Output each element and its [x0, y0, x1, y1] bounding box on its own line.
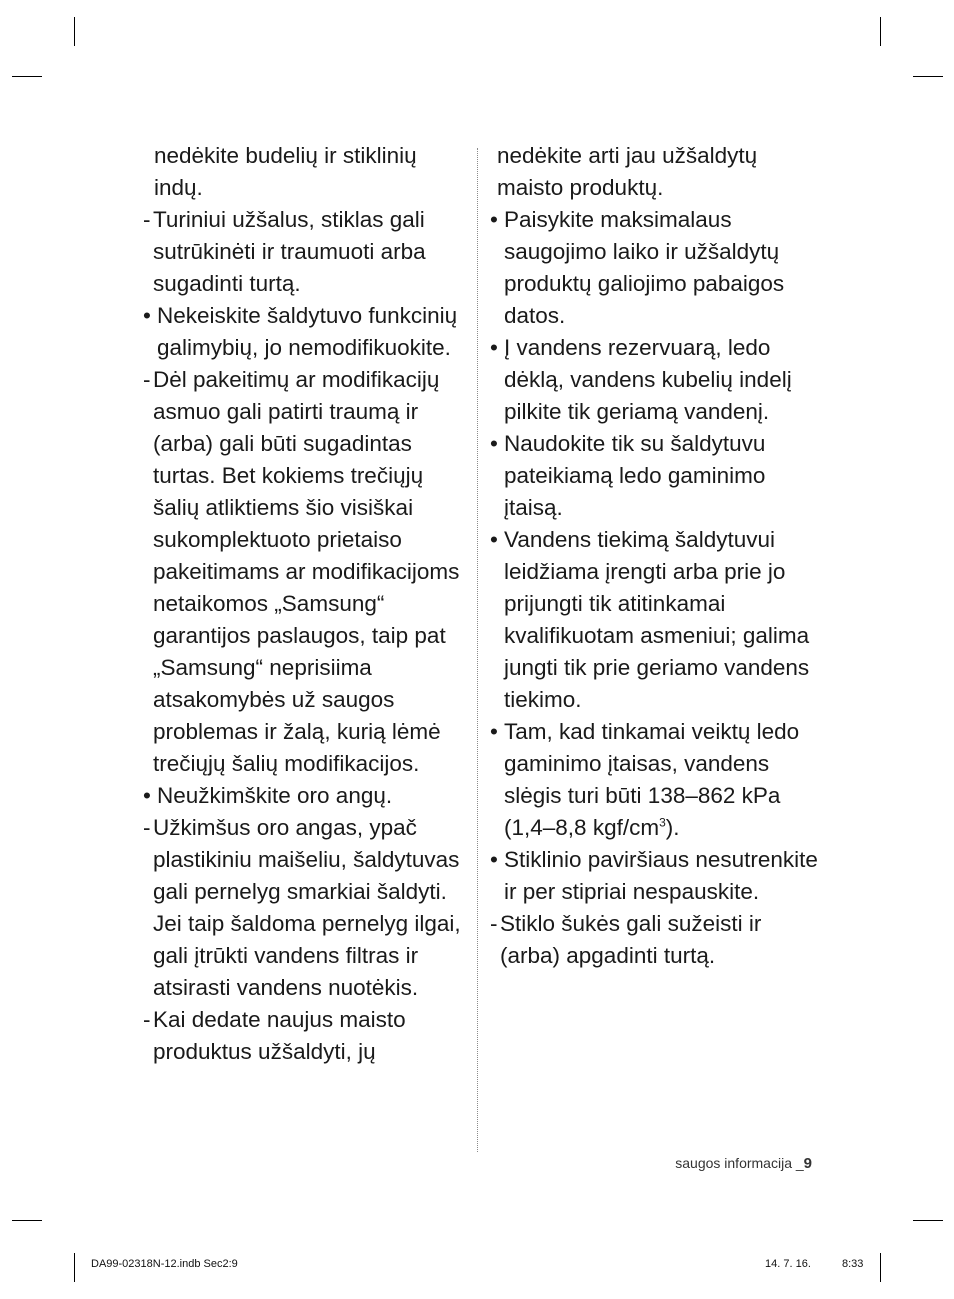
crop-mark-top-right: [880, 17, 881, 46]
left-column: [140, 140, 470, 1068]
crop-mark-top-left: [74, 17, 75, 46]
column-divider: [477, 148, 478, 1152]
bullet-item: • Nekeiskite šaldytuvo funkcinių galimybių, jo nemodifikuokite.: [143, 300, 470, 364]
page-number: 9: [803, 1155, 812, 1172]
bullet-item: • Stiklinio paviršiaus nesutrenkite ir per stipriai nespauskite.: [490, 844, 822, 908]
bullet-icon: •: [490, 335, 498, 360]
dash-item: - Užkimšus oro angas, ypač plastikiniu maišeliu, šaldytuvas gali pernelyg smarkiai šaldyti. Jei taip šaldoma pernelyg ilgai, gali įtrūkti vandens filtras ir atsirasti vandens nuotėkis.: [143, 812, 470, 1004]
bullet-item: • Tam, kad tinkamai veiktų ledo gaminimo įtaisas, vandens slėgis turi būti 138–862 kPa (1,4–8,8 kgf/$cm^3$).: [490, 716, 822, 844]
bullet-item: • Paisykite maksimalaus saugojimo laiko ir užšaldytų produktų galiojimo pabaigos datos.: [490, 204, 822, 332]
bullet-icon: •: [490, 847, 498, 872]
bullet-item: • Į vandens rezervuarą, ledo dėklą, vandens kubelių indelį pilkite tik geriamą vandenį.: [490, 332, 822, 428]
bullet-icon: •: [490, 719, 498, 744]
dash-item: - Kai dedate naujus maisto produktus užšaldyti, jų: [143, 1004, 470, 1068]
continued-text: nedėkite budelių ir stiklinių indų.: [154, 143, 417, 200]
bullet-item: • Naudokite tik su šaldytuvu pateikiamą ledo gaminimo įtaisą.: [490, 428, 822, 524]
dash-icon: -: [143, 815, 151, 840]
crop-mark-right-bottom: [913, 1220, 943, 1221]
print-time: 8:33: [842, 1258, 864, 1270]
dash-icon: -: [143, 1007, 151, 1032]
right-column: [487, 140, 822, 972]
print-file-info: DA99-02318N-12.indb Sec2:9: [91, 1258, 238, 1270]
bullet-icon: •: [490, 207, 498, 232]
page-footer: [675, 1155, 812, 1172]
dash-item: - Dėl pakeitimų ar modifikacijų asmuo gali patirti traumą ir (arba) gali būti sugadintas turtas. Bet kokiems trečiųjų šalių atliktiems šio visiškai sukomplektuoto prietaiso pakeitimams ar modifikacijoms netaikomos „Samsung“ garantijos paslaugos, taip pat „Samsung“ neprisiima atsakomybės už saugos problemas ir žalą, kurią lėmė trečiųjų šalių modifikacijos.: [143, 364, 470, 780]
crop-mark-bottom-left: [74, 1253, 75, 1282]
dash-item: - Turiniui užšalus, stiklas gali sutrūkinėti ir traumuoti arba sugadinti turtą.: [143, 204, 470, 300]
section-name: saugos informacija _: [675, 1155, 804, 1171]
continued-text: nedėkite arti jau užšaldytų maisto produktų.: [497, 143, 758, 200]
bullet-icon: •: [143, 783, 151, 808]
dash-icon: -: [143, 207, 151, 232]
print-date: 14. 7. 16.: [765, 1258, 811, 1270]
bullet-icon: •: [490, 527, 498, 552]
bullet-item: • Vandens tiekimą šaldytuvui leidžiama įrengti arba prie jo prijungti tik atitinkamai kvalifikuotam asmeniui; galima jungti tik prie geriamo vandens tiekimo.: [490, 524, 822, 716]
crop-mark-left-top: [12, 76, 42, 77]
dash-item: - Stiklo šukės gali sužeisti ir (arba) apgadinti turtą.: [490, 908, 822, 972]
dash-icon: -: [143, 367, 151, 392]
crop-mark-right-top: [913, 76, 943, 77]
crop-mark-bottom-right: [880, 1253, 881, 1282]
dash-icon: -: [490, 911, 498, 936]
bullet-icon: •: [490, 431, 498, 456]
crop-mark-left-bottom: [12, 1220, 42, 1221]
bullet-icon: •: [143, 303, 151, 328]
bullet-item: • Neužkimškite oro angų.: [143, 780, 470, 812]
